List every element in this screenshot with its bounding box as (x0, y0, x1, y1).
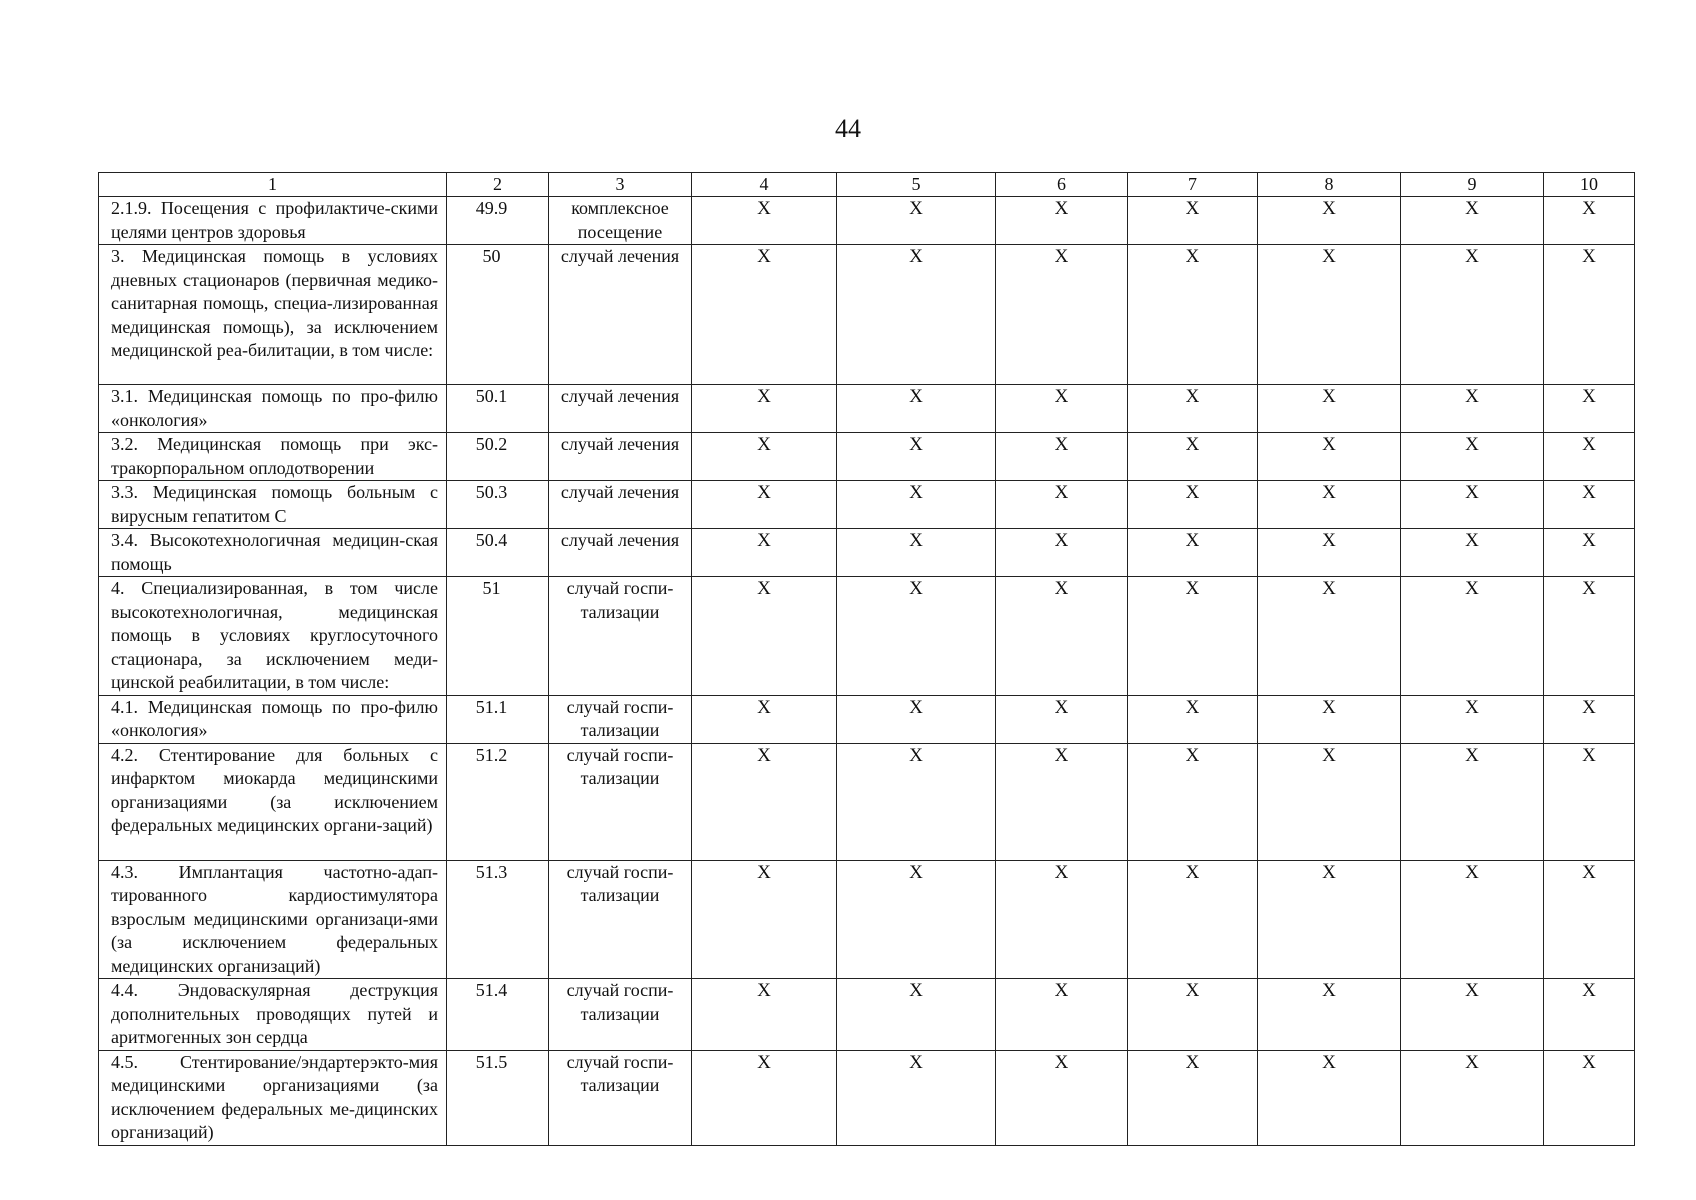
table-row (99, 860, 1635, 979)
row-value-cell: X (1128, 197, 1258, 245)
row-value-cell: X (1128, 385, 1258, 433)
row-value-cell: X (1401, 695, 1544, 743)
row-name-cell: 4.2. Стентирование для больных с инфарктом миокарда медицинскими организациями (за исключением федеральных медицинских органи-заций) (99, 743, 447, 860)
column-number-4: 4 (692, 173, 837, 197)
data-table (98, 172, 1635, 1146)
row-code-cell: 51.2 (447, 743, 549, 860)
row-value-cell: X (996, 481, 1128, 529)
row-value-cell: X (996, 1050, 1128, 1145)
table-row (99, 385, 1635, 433)
row-value-cell: X (692, 481, 837, 529)
row-name-cell: 4.3. Имплантация частотно-адап-тированного кардиостимулятора взрослым медицинскими организаци-ями (за исключением федеральных медицинских организаций) (99, 860, 447, 979)
row-value-cell: X (1401, 529, 1544, 577)
table-row (99, 433, 1635, 481)
row-value-cell: X (996, 385, 1128, 433)
row-value-cell: X (1401, 481, 1544, 529)
row-name-cell: 3.2. Медицинская помощь при экс-тракорпоральном оплодотворении (99, 433, 447, 481)
row-value-cell: X (1544, 743, 1635, 860)
row-value-cell: X (1258, 1050, 1401, 1145)
row-value-cell: X (837, 529, 996, 577)
row-value-cell: X (1258, 433, 1401, 481)
row-code-cell: 50.1 (447, 385, 549, 433)
row-value-cell: X (837, 743, 996, 860)
row-name-cell: 4.1. Медицинская помощь по про-филю «онкология» (99, 695, 447, 743)
row-value-cell: X (1401, 860, 1544, 979)
row-value-cell: X (1128, 695, 1258, 743)
row-value-cell: X (692, 529, 837, 577)
row-value-cell: X (1544, 860, 1635, 979)
column-number-6: 6 (996, 173, 1128, 197)
row-value-cell: X (837, 197, 996, 245)
table-row (99, 577, 1635, 696)
row-value-cell: X (1128, 433, 1258, 481)
row-value-cell: X (837, 695, 996, 743)
row-value-cell: X (1544, 529, 1635, 577)
row-value-cell: X (1128, 529, 1258, 577)
row-value-cell: X (1258, 385, 1401, 433)
row-value-cell: X (1128, 743, 1258, 860)
row-value-cell: X (1401, 385, 1544, 433)
row-value-cell: X (692, 979, 837, 1051)
row-value-cell: X (1401, 577, 1544, 696)
row-value-cell: X (996, 979, 1128, 1051)
row-name-cell: 4.5. Стентирование/эндартерэкто-мия медицинскими организациями (за исключением федеральных ме-дицинских организаций) (99, 1050, 447, 1145)
row-unit-cell: случай лечения (549, 529, 692, 577)
page-number: 44 (835, 114, 861, 143)
row-code-cell: 51.4 (447, 979, 549, 1051)
row-value-cell: X (1128, 577, 1258, 696)
column-number-1: 1 (99, 173, 447, 197)
row-value-cell: X (996, 577, 1128, 696)
table-row (99, 197, 1635, 245)
row-value-cell: X (996, 529, 1128, 577)
row-value-cell: X (1258, 979, 1401, 1051)
row-name-cell: 3. Медицинская помощь в условиях дневных стационаров (первичная медико-санитарная помощь, специа-лизированная медицинская помощь), за исключением медицинской реа-билитации, в том числе: (99, 245, 447, 385)
column-number-8: 8 (1258, 173, 1401, 197)
row-value-cell: X (996, 245, 1128, 385)
row-value-cell: X (996, 743, 1128, 860)
column-number-10: 10 (1544, 173, 1635, 197)
row-unit-cell: комплексное посещение (549, 197, 692, 245)
row-code-cell: 51.1 (447, 695, 549, 743)
row-code-cell: 49.9 (447, 197, 549, 245)
row-value-cell: X (1401, 979, 1544, 1051)
table-row (99, 481, 1635, 529)
row-unit-cell: случай госпи-тализации (549, 979, 692, 1051)
row-value-cell: X (1128, 1050, 1258, 1145)
table-header-row (99, 173, 1635, 197)
table-row (99, 695, 1635, 743)
row-value-cell: X (1128, 481, 1258, 529)
row-name-cell: 3.3. Медицинская помощь больным с вирусным гепатитом С (99, 481, 447, 529)
row-value-cell: X (692, 860, 837, 979)
row-name-cell: 3.1. Медицинская помощь по про-филю «онкология» (99, 385, 447, 433)
row-value-cell: X (1258, 860, 1401, 979)
row-value-cell: X (996, 197, 1128, 245)
row-unit-cell: случай лечения (549, 481, 692, 529)
row-value-cell: X (1401, 245, 1544, 385)
table-row (99, 979, 1635, 1051)
row-value-cell: X (1258, 481, 1401, 529)
row-name-cell: 3.4. Высокотехнологичная медицин-ская помощь (99, 529, 447, 577)
row-value-cell: X (1544, 1050, 1635, 1145)
row-unit-cell: случай госпи-тализации (549, 1050, 692, 1145)
row-name-cell: 4.4. Эндоваскулярная деструкция дополнительных проводящих путей и аритмогенных зон сердца (99, 979, 447, 1051)
row-value-cell: X (837, 245, 996, 385)
row-value-cell: X (692, 577, 837, 696)
row-value-cell: X (1544, 481, 1635, 529)
column-number-3: 3 (549, 173, 692, 197)
row-value-cell: X (996, 860, 1128, 979)
row-value-cell: X (1544, 385, 1635, 433)
row-value-cell: X (1401, 743, 1544, 860)
row-value-cell: X (996, 433, 1128, 481)
row-value-cell: X (837, 577, 996, 696)
row-unit-cell: случай госпи-тализации (549, 743, 692, 860)
row-value-cell: X (1128, 979, 1258, 1051)
row-value-cell: X (1128, 860, 1258, 979)
row-value-cell: X (692, 433, 837, 481)
row-value-cell: X (996, 695, 1128, 743)
row-value-cell: X (1258, 197, 1401, 245)
row-value-cell: X (837, 860, 996, 979)
row-value-cell: X (1401, 197, 1544, 245)
column-number-2: 2 (447, 173, 549, 197)
row-value-cell: X (1258, 245, 1401, 385)
row-name-cell: 2.1.9. Посещения с профилактиче-скими целями центров здоровья (99, 197, 447, 245)
row-value-cell: X (1544, 433, 1635, 481)
row-value-cell: X (692, 695, 837, 743)
table-row (99, 529, 1635, 577)
row-value-cell: X (1401, 1050, 1544, 1145)
row-value-cell: X (692, 385, 837, 433)
row-value-cell: X (837, 481, 996, 529)
row-unit-cell: случай госпи-тализации (549, 695, 692, 743)
row-code-cell: 50 (447, 245, 549, 385)
row-value-cell: X (837, 385, 996, 433)
row-value-cell: X (1258, 577, 1401, 696)
row-code-cell: 51.5 (447, 1050, 549, 1145)
row-value-cell: X (1128, 245, 1258, 385)
column-number-9: 9 (1401, 173, 1544, 197)
row-code-cell: 50.2 (447, 433, 549, 481)
table-row (99, 245, 1635, 385)
row-unit-cell: случай госпи-тализации (549, 577, 692, 696)
row-code-cell: 51 (447, 577, 549, 696)
row-value-cell: X (837, 979, 996, 1051)
row-value-cell: X (1401, 433, 1544, 481)
row-value-cell: X (692, 197, 837, 245)
row-unit-cell: случай лечения (549, 245, 692, 385)
row-code-cell: 51.3 (447, 860, 549, 979)
row-value-cell: X (692, 245, 837, 385)
row-value-cell: X (1544, 577, 1635, 696)
column-number-7: 7 (1128, 173, 1258, 197)
row-code-cell: 50.4 (447, 529, 549, 577)
row-value-cell: X (1544, 197, 1635, 245)
column-number-5: 5 (837, 173, 996, 197)
row-code-cell: 50.3 (447, 481, 549, 529)
row-value-cell: X (837, 1050, 996, 1145)
row-value-cell: X (1258, 743, 1401, 860)
row-value-cell: X (837, 433, 996, 481)
row-name-cell: 4. Специализированная, в том числе высокотехнологичная, медицинская помощь в условиях круглосуточного стационара, за исключением меди-цинской реабилитации, в том числе: (99, 577, 447, 696)
row-value-cell: X (1544, 979, 1635, 1051)
row-value-cell: X (692, 1050, 837, 1145)
table-row (99, 1050, 1635, 1145)
row-value-cell: X (1258, 695, 1401, 743)
row-value-cell: X (1544, 245, 1635, 385)
row-unit-cell: случай лечения (549, 385, 692, 433)
row-value-cell: X (1544, 695, 1635, 743)
row-value-cell: X (692, 743, 837, 860)
row-value-cell: X (1258, 529, 1401, 577)
row-unit-cell: случай госпи-тализации (549, 860, 692, 979)
table-row (99, 743, 1635, 860)
row-unit-cell: случай лечения (549, 433, 692, 481)
